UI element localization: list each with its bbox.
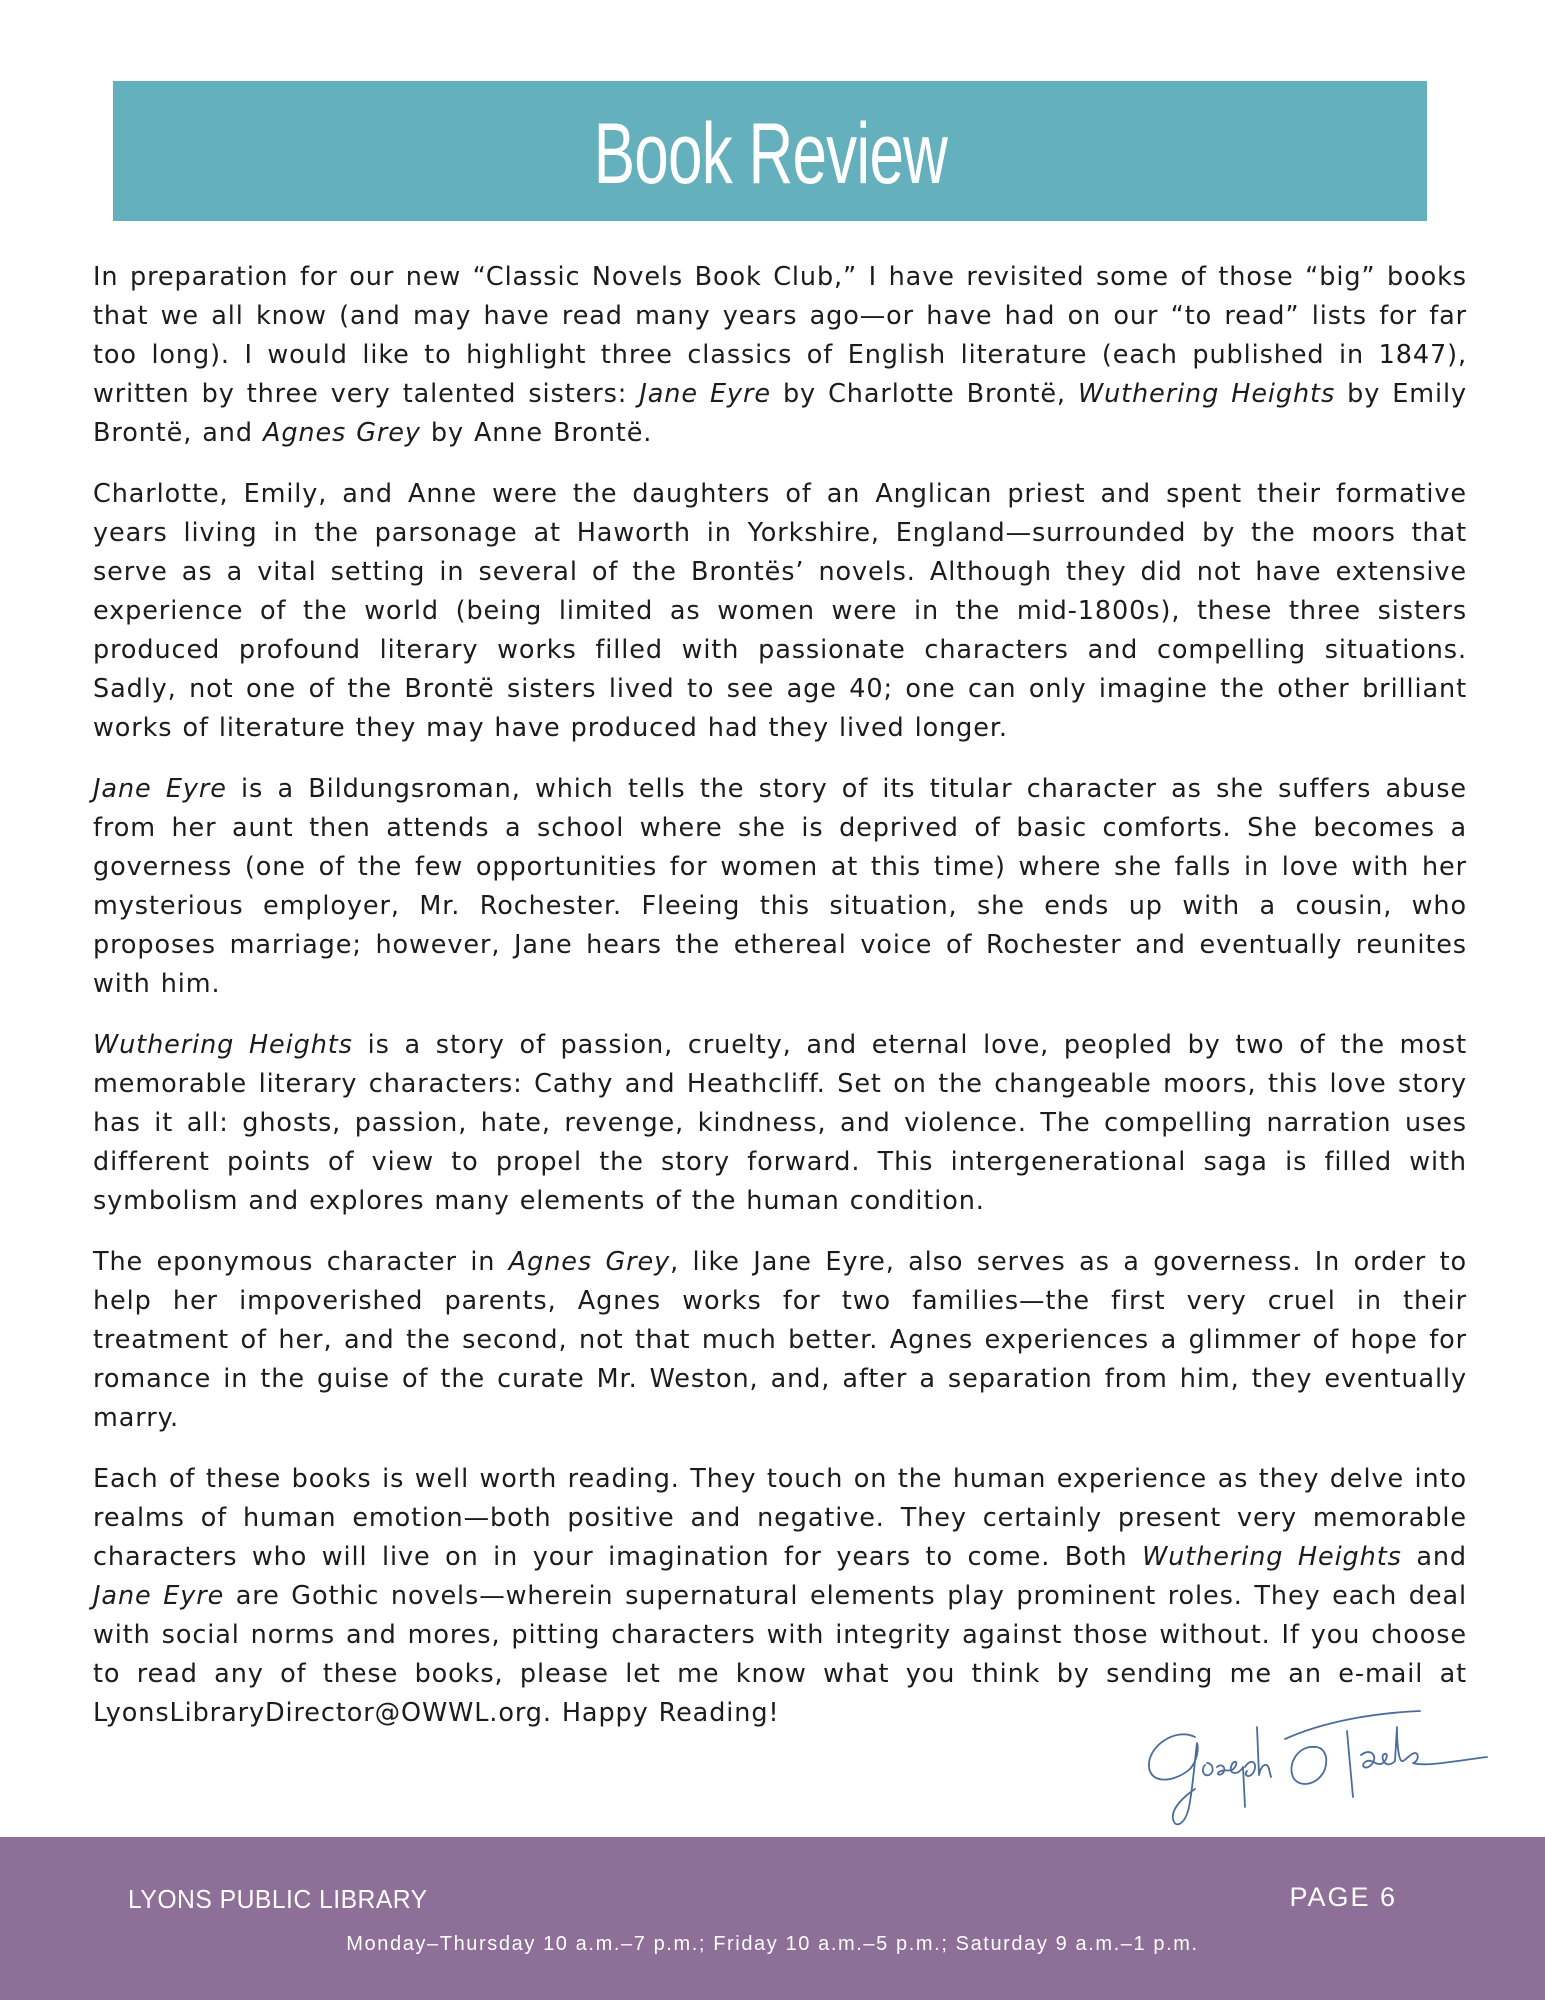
- text-segment: by Charlotte Brontë,: [770, 379, 1078, 409]
- book-title-jane-eyre: Jane Eyre: [93, 774, 227, 804]
- page-title: Book Review: [593, 106, 947, 202]
- text-segment: by Anne Brontë.: [420, 418, 653, 448]
- library-name: LYONS PUBLIC LIBRARY: [128, 1884, 428, 1914]
- book-title-wuthering-heights: Wuthering Heights: [1142, 1542, 1402, 1572]
- paragraph-agnes-grey: [93, 1243, 1467, 1438]
- book-title-jane-eyre: Jane Eyre: [639, 379, 771, 409]
- library-hours: Monday–Thursday 10 a.m.–7 p.m.; Friday 10 a.m.–5 p.m.; Saturday 9 a.m.–1 p.m.: [346, 1933, 1199, 1955]
- book-title-jane-eyre: Jane Eyre: [93, 1581, 225, 1611]
- text-segment: , like Jane Eyre, also serves as a governess. In order to help her impoverished parents, Agnes works for two families—the first very cruel in their treatment of her, and the second, not that much better. Agnes experiences a glimmer of hope for romance in the guise of the curate Mr. Weston, and, after a separation from him, they eventually marry.: [93, 1247, 1467, 1433]
- page-footer: [0, 1837, 1545, 2000]
- text-segment: are Gothic novels—wherein supernatural elements play prominent roles. They each deal with social norms and mores, pitting characters with integrity against those without. If you choose to read any of these books, please let me know what you think by sending me an e-mail at LyonsLibraryDirector@OWWL.org. Happy Reading!: [93, 1581, 1467, 1728]
- book-title-agnes-grey: Agnes Grey: [508, 1247, 671, 1277]
- text-segment: Charlotte, Emily, and Anne were the daughters of an Anglican priest and spent their formative years living in the parsonage at Haworth in Yorkshire, England—surrounded by the moors that serve as a vital setting in several of the Brontës’ novels. Although they did not have extensive experience of the world (being limited as women were in the mid-1800s), these three sisters produced profound literary works filled with passionate characters and compelling situations. Sadly, not one of the Brontë sisters lived to see age 40; one can only imagine the other brilliant works of literature they may have produced had they lived longer.: [93, 479, 1467, 743]
- signature-icon: [1135, 1697, 1505, 1832]
- text-segment: is a story of passion, cruelty, and eternal love, peopled by two of the most memorable literary characters: Cathy and Heathcliff. Set on the changeable moors, this love story has it all: ghosts, passion, hate, revenge, kindness, and violence. The compelling narration uses different points of view to propel the story forward. This intergenerational saga is filled with symbolism and explores many elements of the human condition.: [93, 1030, 1467, 1216]
- book-title-wuthering-heights: Wuthering Heights: [93, 1030, 353, 1060]
- text-segment: In preparation for our new “Classic Novels Book Club,” I have revisited some of those “big” books that we all know (and may have read many years ago—or have had on our “to read” lists for far too long). I would like to highlight three classics of English literature (each published in 1847), written by three very talented sisters:: [93, 262, 1467, 409]
- paragraph-wuthering-heights: [93, 1026, 1467, 1221]
- paragraph-sisters: [93, 475, 1467, 748]
- text-segment: is a Bildungsroman, which tells the story of its titular character as she suffers abuse from her aunt then attends a school where she is deprived of basic comforts. She becomes a governess (one of the few opportunities for women at this time) where she falls in love with her mysterious employer, Mr. Rochester. Fleeing this situation, she ends up with a cousin, who proposes marriage; however, Jane hears the ethereal voice of Rochester and eventually reunites with him.: [93, 774, 1467, 999]
- text-segment: Each of these books is well worth reading. They touch on the human experience as they delve into realms of human emotion—both positive and negative. They certainly present very memorable characters who will live on in your imagination for years to come. Both: [93, 1464, 1467, 1572]
- paragraph-intro: [93, 258, 1467, 453]
- article-body: [93, 258, 1467, 1755]
- paragraph-jane-eyre: [93, 770, 1467, 1004]
- text-segment: and: [1401, 1542, 1467, 1572]
- book-title-agnes-grey: Agnes Grey: [262, 418, 421, 448]
- signature-image: [1135, 1697, 1505, 1832]
- title-banner: [113, 81, 1427, 221]
- book-title-wuthering-heights: Wuthering Heights: [1077, 379, 1336, 409]
- text-segment: The eponymous character in: [93, 1247, 509, 1277]
- text-segment: by Emily Brontë, and: [93, 379, 1467, 448]
- page-number: PAGE 6: [1289, 1882, 1397, 1912]
- paragraph-conclusion: [93, 1460, 1467, 1733]
